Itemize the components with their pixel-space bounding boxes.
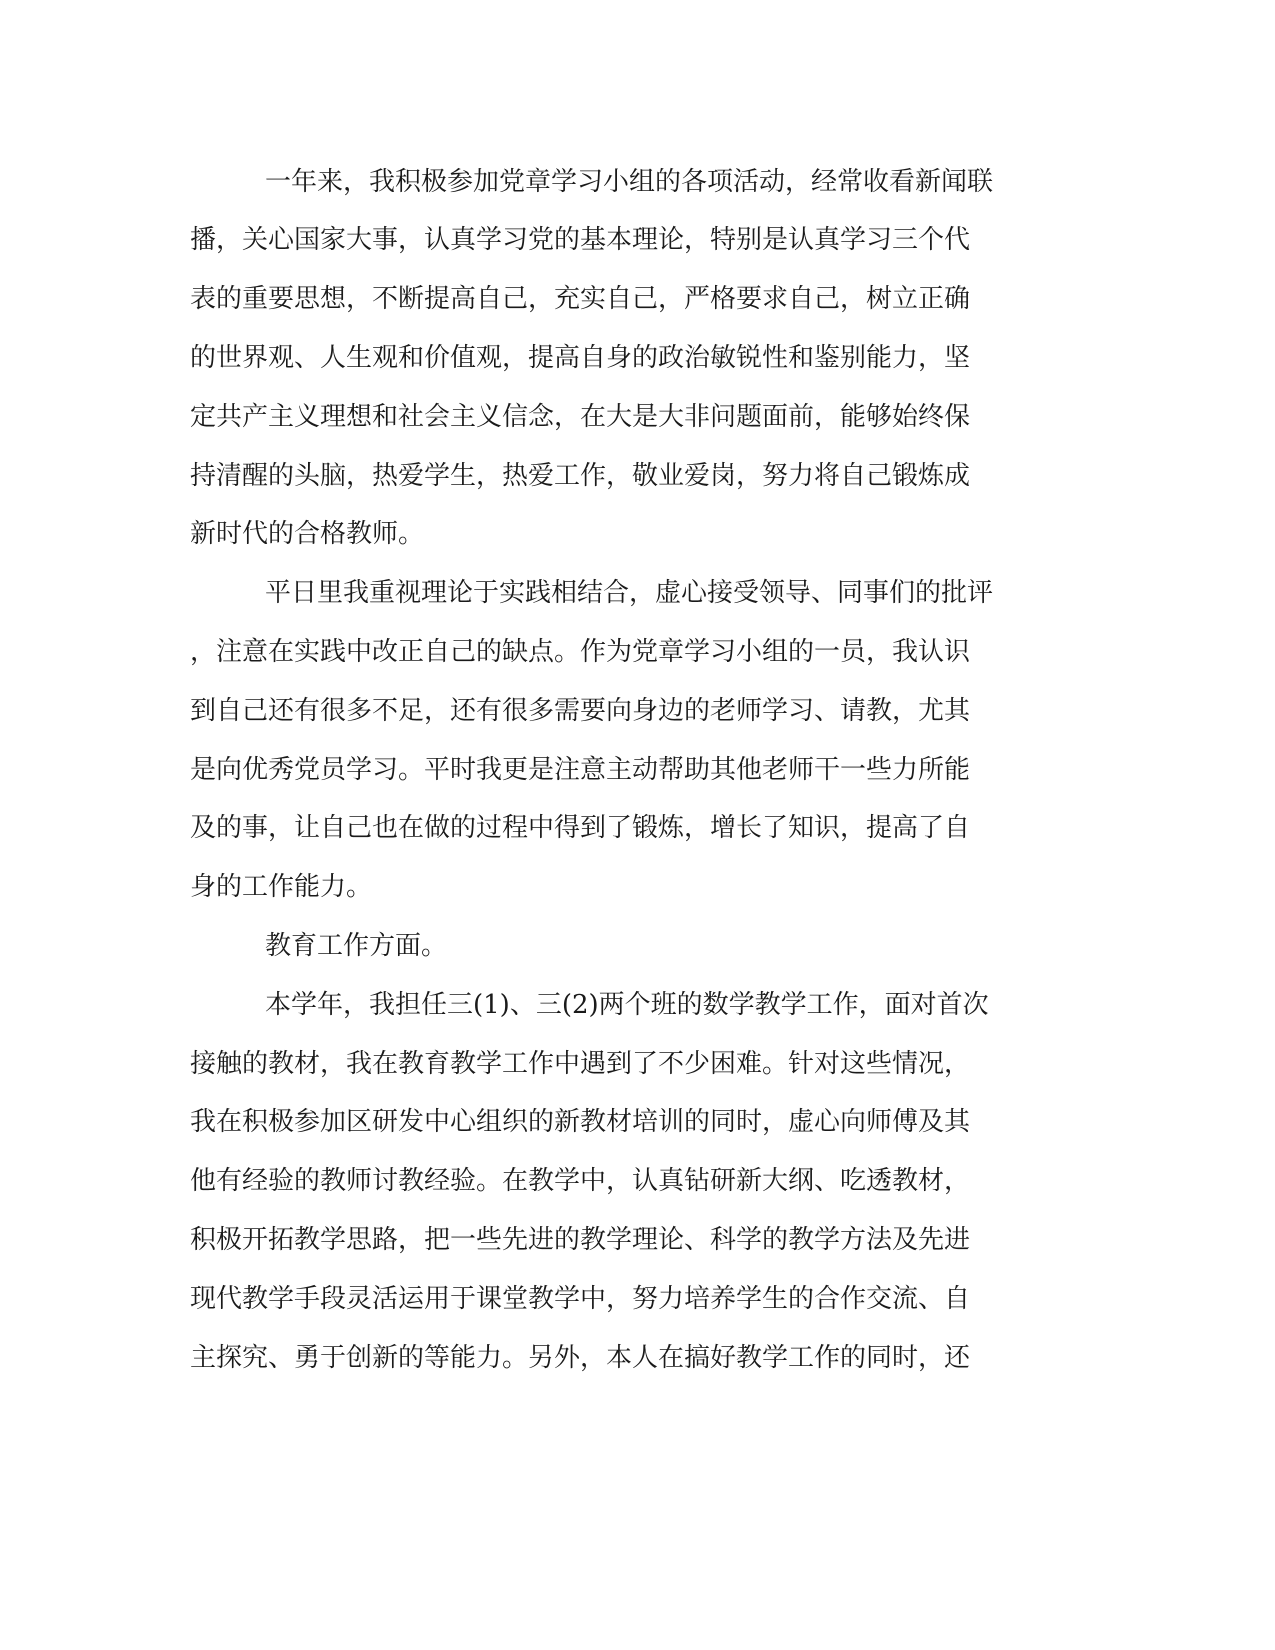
text-line: 及的事，让自己也在做的过程中得到了锻炼，增长了知识，提高了自 [190, 813, 971, 843]
text-line: 到自己还有很多不足，还有很多需要向身边的老师学习、请教，尤其 [190, 696, 971, 726]
text-line: 积极开拓教学思路，把一些先进的教学理论、科学的教学方法及先进 [190, 1225, 971, 1255]
text-line: 主探究、勇于创新的等能力。另外，本人在搞好教学工作的同时，还 [190, 1343, 971, 1373]
text-line: 我在积极参加区研发中心组织的新教材培训的同时，虚心向师傅及其 [190, 1107, 971, 1137]
text-line: 身的工作能力。 [190, 872, 373, 902]
section-heading: 教育工作方面。 [265, 931, 448, 961]
text-line: 新时代的合格教师。 [190, 519, 425, 549]
text-line: 一年来，我积极参加党章学习小组的各项活动，经常收看新闻联 [265, 167, 994, 197]
text-line: 持清醒的头脑，热爱学生，热爱工作，敬业爱岗，努力将自己锻炼成 [190, 461, 971, 491]
text-line: 平日里我重视理论于实践相结合，虚心接受领导、同事们的批评 [265, 578, 994, 608]
text-line: 定共产主义理想和社会主义信念，在大是大非问题面前，能够始终保 [190, 402, 971, 432]
text-line: 是向优秀党员学习。平时我更是注意主动帮助其他老师干一些力所能 [190, 755, 971, 785]
text-line: 的世界观、人生观和价值观，提高自身的政治敏锐性和鉴别能力，坚 [190, 343, 971, 373]
text-line: 播，关心国家大事，认真学习党的基本理论，特别是认真学习三个代 [190, 225, 971, 255]
text-line: 他有经验的教师讨教经验。在教学中，认真钻研新大纲、吃透教材， [190, 1166, 971, 1196]
text-line: 本学年，我担任三(1)、三(2)两个班的数学教学工作，面对首次 [265, 990, 989, 1020]
text-line: 表的重要思想，不断提高自己，充实自己，严格要求自己，树立正确 [190, 284, 971, 314]
text-line: ，注意在实践中改正自己的缺点。作为党章学习小组的一员，我认识 [190, 637, 971, 667]
text-line: 接触的教材，我在教育教学工作中遇到了不少困难。针对这些情况， [190, 1049, 971, 1079]
text-line: 现代教学手段灵活运用于课堂教学中，努力培养学生的合作交流、自 [190, 1284, 971, 1314]
